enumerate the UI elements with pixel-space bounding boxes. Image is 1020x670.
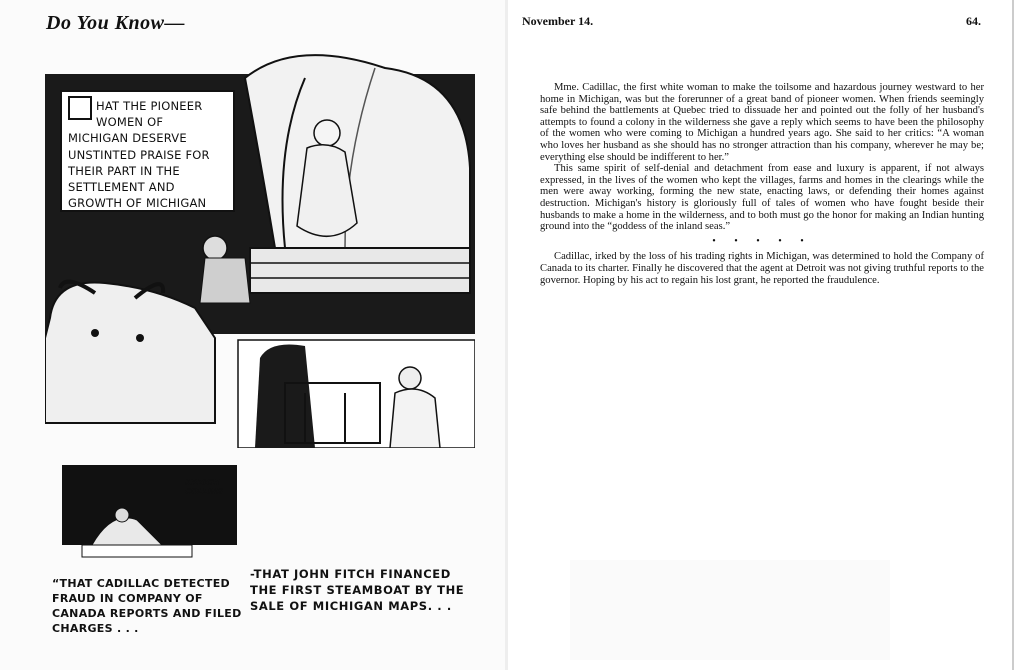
drop-cap-t [68,96,92,120]
page-number: 64. [966,14,981,28]
wagon-body [250,248,470,293]
wagon-driver [203,236,227,260]
article-paragraph-1: Mme. Cadillac, the first white woman to make the toilsome and hazardous journey westward to her home in Michigan, was but the forerunner of a great band of pioneer women. When friends seemingly safe behind the battlements at Quebec tried to dissuade her and pointed out the folly of her husband's attempts to found a colony in the wilderness she gave a reply which seems to have been the philosophy of the women who were coming to Michigan a hundred years ago. She said to her critics: “A woman who loves her husband as she should has no stronger attraction than his company, wherever he may be; everything else should be indifferent to her.” [540,82,984,163]
pioneer-women-callout [60,90,235,212]
article-paragraph-2: This same spirit of self-denial and detachment from ease and luxury is apparent, if not always expressed, in the lives of the women who kept the villages, farms and homes in the clearings while the men were away working, forming the new state, enacting laws, or defending their homes against destruction. Michigan's history is gloriously full of tales of women who have fought beside their husbands to make a home in the wilderness, and to both must go the honor for making an Indian hunting ground into the “goddess of the inland seas.” [540,163,984,233]
cadillac-figure [115,508,129,522]
cadillac-vignette [52,460,247,572]
article-paragraph-3: Cadillac, irked by the loss of his trading rights in Michigan, was determined to hold the Company of Canada to its charter. Finally he discovered that the agent at Detroit was not giving truthful reports to the governor. Hoping by his act to regain his lost grant, he reported the fraudulence. [540,251,984,286]
callout-text: HAT THE PIONEER WOMEN OF MICHIGAN DESERVE UNSTINTED PRAISE FOR THEIR PART IN THE SETTLEMENT AND GROWTH OF MICHIGAN [68,99,210,211]
signature-line-2: COLLINS [185,487,224,496]
article-body [540,82,984,286]
section-separator: • • • • • [712,235,812,247]
header-date: November 14. [522,14,594,28]
fitch-caption: -THAT JOHN FITCH FINANCED THE FIRST STEAMBOAT BY THE SALE OF MICHIGAN MAPS. . . [250,567,465,613]
artist-signature [185,478,223,496]
cadillac-caption: “THAT CADILLAC DETECTED FRAUD IN COMPANY OF CANADA REPORTS AND FILED CHARGES . . . [52,577,242,635]
paper-smudge [570,560,890,660]
page-edge [1012,0,1014,670]
pioneer-woman-head [314,120,340,146]
john-fitch-head [399,367,421,389]
masthead-title: Do You Know— [46,12,186,34]
signature-line-1: KRZIGH [185,478,220,487]
